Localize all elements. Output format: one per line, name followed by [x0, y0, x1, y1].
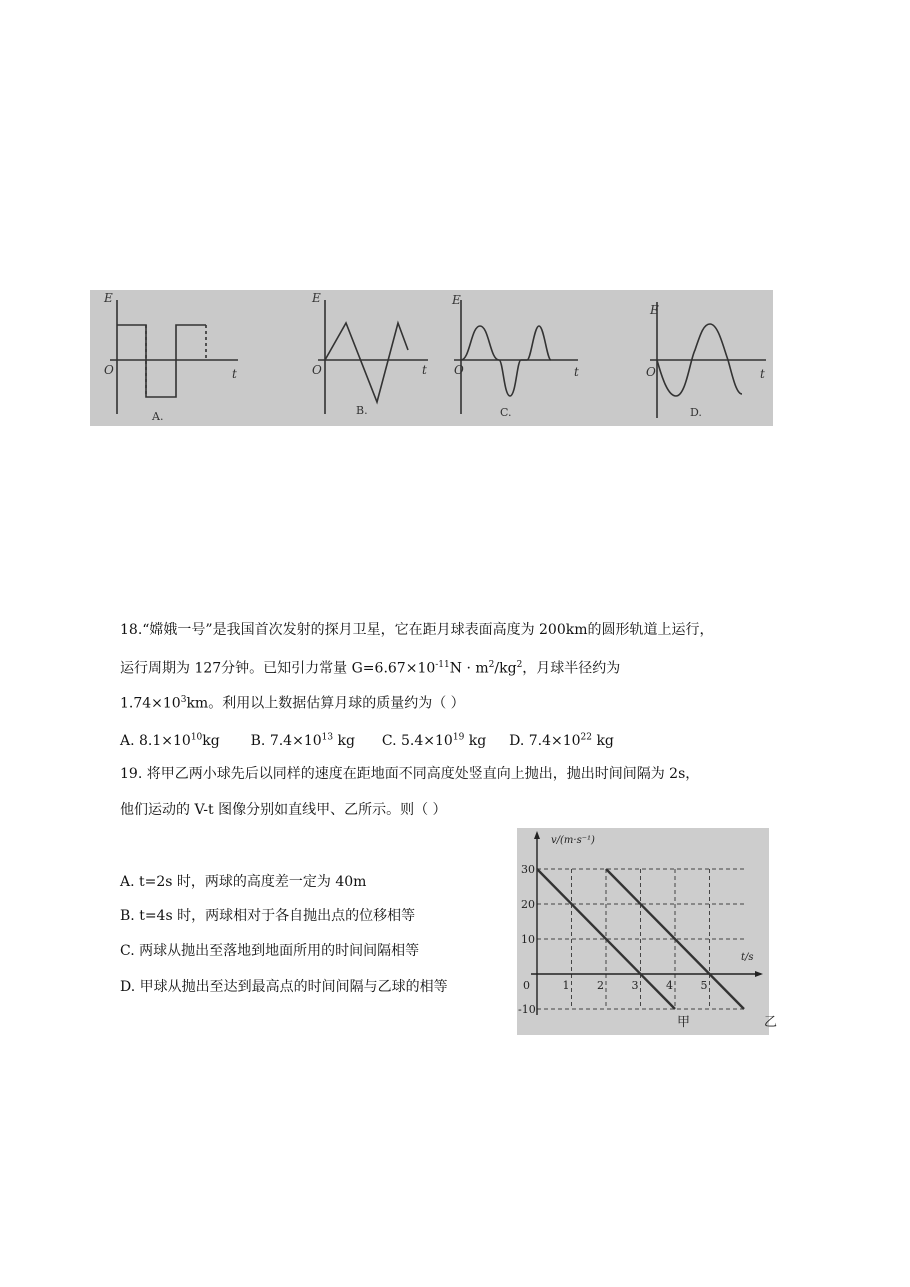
q18-exp-1: -11 — [435, 660, 450, 670]
panel-b — [318, 300, 428, 414]
v-t-chart — [517, 828, 778, 1035]
series-label-2: 乙 — [764, 1015, 778, 1030]
x-tick-label-3: 3 — [631, 979, 639, 992]
panel-d-origin: O — [646, 365, 656, 379]
q19-option-c: C. 两球从抛出至落地到地面所用的时间间隔相等 — [120, 943, 420, 959]
q18-line-2c: /kg — [494, 660, 517, 677]
q19-line-2: 他们运动的 V-t 图像分别如直线甲、乙所示。则（ ） — [120, 802, 447, 818]
q18-line-3-exp: 3 — [180, 695, 187, 705]
x-tick-label-1: 1 — [562, 979, 570, 992]
chart-xlabel: t/s — [741, 952, 754, 963]
y-tick-label-20: 20 — [521, 898, 535, 911]
panel-d-axis-x: t — [760, 367, 765, 381]
panel-c — [454, 300, 578, 414]
y-tick-label-30: 30 — [521, 863, 535, 876]
q18-option-c: C. $5.4\times 10^{19}$ kg — [381, 732, 487, 749]
panel-c-axis-y: E — [452, 293, 461, 307]
x-tick-label-5: 5 — [700, 979, 708, 992]
y-axis-arrow — [534, 831, 540, 839]
q19-option-a: A. t=2s 时，两球的高度差一定为 40m — [120, 874, 367, 890]
y-tick-label--10: -10 — [518, 1003, 536, 1016]
x-axis-arrow — [755, 971, 763, 977]
q18-options — [120, 727, 614, 751]
panel-c-origin: O — [454, 363, 464, 377]
panel-c-caption: C. — [500, 406, 512, 419]
q18-line-2b: N · m — [449, 660, 489, 677]
panel-a-axis-y: E — [104, 291, 113, 305]
q18-line-3b: km。利用以上数据估算月球的质量约为（ ） — [186, 695, 465, 712]
panel-c-axis-x: t — [574, 365, 579, 379]
q18-line-3 — [120, 690, 465, 714]
q19-option-d: D. 甲球从抛出至达到最高点的时间间隔与乙球的相等 — [120, 979, 448, 995]
panel-a-caption: A. — [152, 410, 164, 423]
v-t-chart-figure — [517, 828, 778, 1035]
panel-a — [110, 300, 238, 414]
panel-b-origin: O — [312, 363, 322, 377]
q19-line-1: 19. 将甲乙两小球先后以同样的速度在距地面不同高度处竖直向上抛出，抛出时间间隔为 2s， — [120, 766, 700, 782]
chart-series — [537, 869, 777, 1030]
panel-b-axis-x: t — [422, 363, 427, 377]
panel-a-origin: O — [104, 363, 114, 377]
x-tick-label-4: 4 — [666, 979, 673, 992]
panel-d-caption: D. — [690, 406, 702, 419]
q18-exp-2: 2 — [488, 660, 495, 670]
q18-option-a: A. $8.1\times 10^{10}kg$ — [120, 732, 220, 749]
series-label-1: 甲 — [677, 1015, 691, 1030]
panel-d-axis-y: E — [650, 303, 659, 317]
q18-line-2d: ，月球半径约为 — [522, 660, 621, 677]
panel-d — [650, 302, 766, 418]
x-tick-label-0: 0 — [523, 979, 530, 992]
panel-a-axis-x: t — [232, 367, 237, 381]
q18-line-2 — [120, 655, 620, 679]
e-t-graphs-svg — [90, 290, 773, 426]
e-t-graphs-figure — [90, 290, 773, 426]
q18-option-d: D. $7.4\times 10^{22}$ kg — [509, 732, 614, 749]
x-tick-label-2: 2 — [597, 979, 604, 992]
panel-b-caption: B. — [356, 404, 368, 417]
y-tick-label-10: 10 — [521, 933, 535, 946]
panel-b-axis-y: E — [312, 291, 321, 305]
q18-line-3a: 1.74×10 — [120, 695, 181, 712]
q18-line-1: 18.“嫦娥一号”是我国首次发射的探月卫星，它在距月球表面高度为 200km的圆形轨道上运行， — [120, 622, 714, 638]
q19-option-b: B. t=4s 时，两球相对于各自抛出点的位移相等 — [120, 908, 416, 924]
q18-option-b: B. $7.4\times 10^{13}$ kg — [250, 732, 355, 749]
q18-exp-3: 2 — [516, 660, 523, 670]
q18-line-2a: 运行周期为 127分钟。已知引力常量 G=6.67×10 — [120, 660, 436, 677]
chart-ylabel: v/(m·s⁻¹) — [551, 835, 595, 846]
